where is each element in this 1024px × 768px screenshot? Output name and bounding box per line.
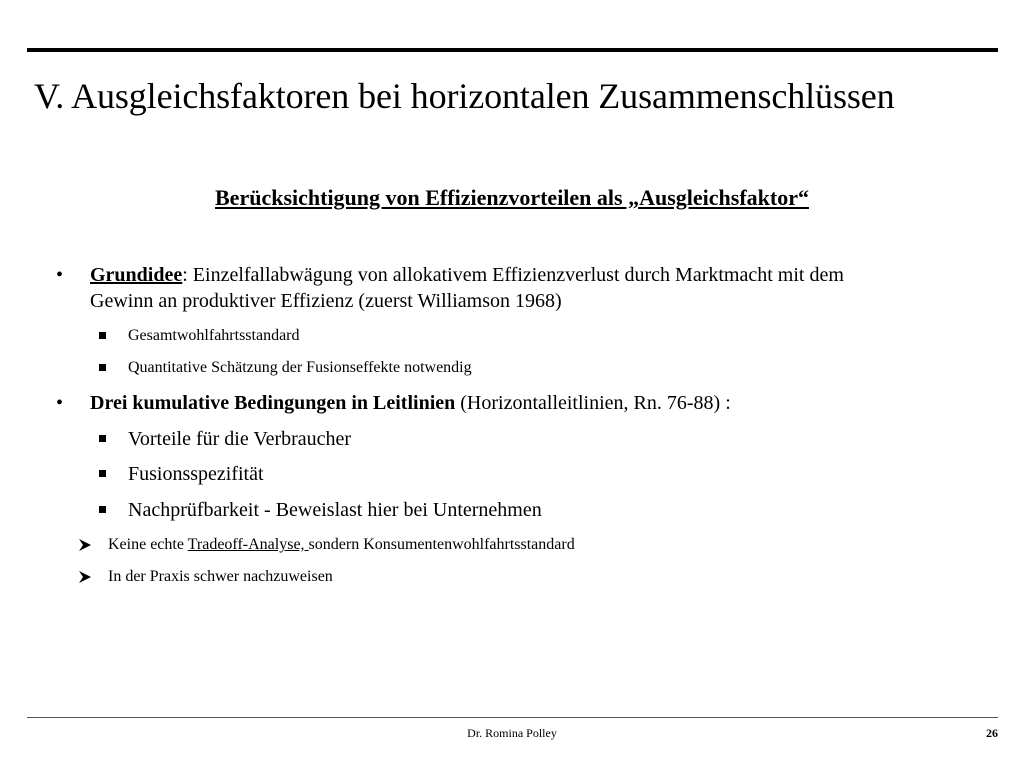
arrow-item-tradeoff-pre: Keine echte: [108, 536, 188, 553]
bullet-bedingungen-label: Drei kumulative Bedingungen in Leitlinien: [90, 392, 456, 414]
arrow-item-tradeoff: [108, 535, 575, 555]
bullet-bedingungen-text: (Horizontalleitlinien, Rn. 76-88) :: [455, 392, 731, 414]
footer-author: Dr. Romina Polley: [467, 726, 557, 740]
arrow-item-praxis: In der Praxis schwer nachzuweisen: [108, 568, 333, 585]
square-bullet-icon: [99, 506, 106, 513]
sub-bullet-vorteile: Vorteile für die Verbraucher: [128, 428, 352, 450]
bullet-grundidee-line1: [90, 262, 844, 288]
page-number: 26: [986, 726, 998, 740]
bullet-grundidee-text: : Einzelfallabwägung von allokativem Effizienzverlust durch Marktmacht mit dem: [182, 264, 844, 286]
slide-subtitle: Berücksichtigung von Effizienzvorteilen als „Ausgleichsfaktor“: [215, 185, 809, 210]
bullet-marker: •: [56, 264, 64, 286]
bullet-marker: •: [56, 392, 64, 414]
arrow-bullet-icon: [78, 570, 92, 584]
sub-bullet-fusionsspezifitaet: Fusionsspezifität: [128, 463, 264, 485]
bullet-grundidee-line2: Gewinn an produktiver Effizienz (zuerst Williamson 1968): [90, 290, 562, 312]
square-bullet-icon: [99, 470, 106, 477]
slide-title: V. Ausgleichsfaktoren bei horizontalen Zusammenschlüssen: [34, 76, 895, 116]
sub-bullet-nachpruefbarkeit: Nachprüfbarkeit - Beweislast hier bei Unternehmen: [128, 499, 542, 521]
title-top-rule: [27, 48, 998, 52]
square-bullet-icon: [99, 435, 106, 442]
square-bullet-icon: [99, 332, 106, 339]
bullet-grundidee-label: Grundidee: [90, 264, 183, 286]
tradeoff-analyse-link: Tradeoff-Analyse,: [187, 536, 309, 553]
arrow-item-tradeoff-post: sondern Konsumentenwohlfahrtsstandard: [308, 536, 575, 553]
sub-bullet-quantitative: Quantitative Schätzung der Fusionseffekte notwendig: [128, 359, 472, 376]
sub-bullet-gesamtwohlfahrt: Gesamtwohlfahrtsstandard: [128, 327, 300, 344]
footer-rule: [27, 717, 998, 718]
bullet-bedingungen: [90, 390, 731, 416]
square-bullet-icon: [99, 364, 106, 371]
arrow-bullet-icon: [78, 538, 92, 552]
